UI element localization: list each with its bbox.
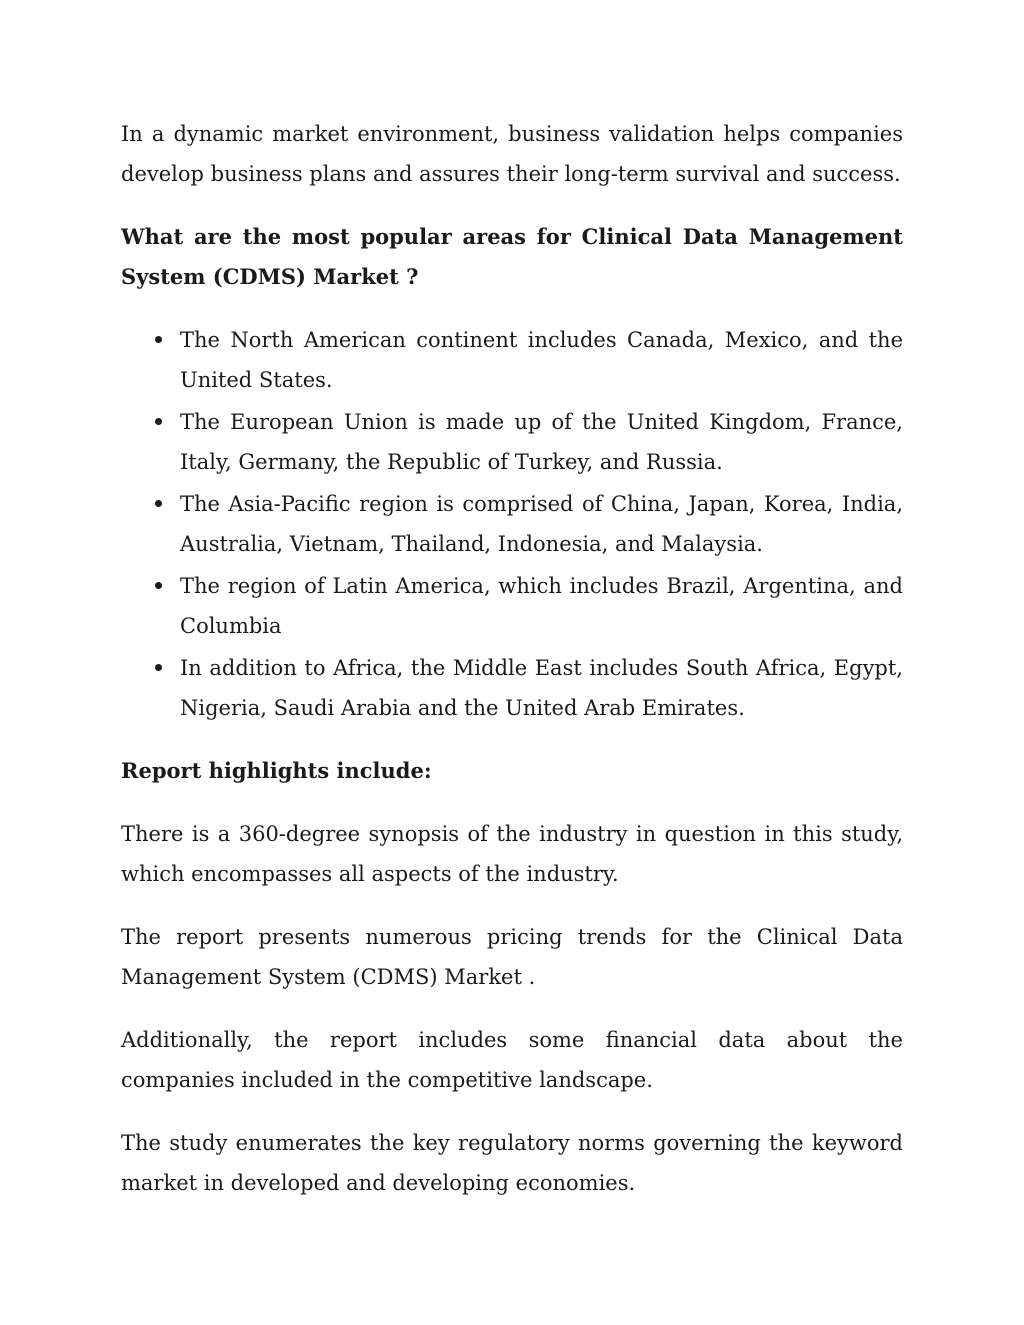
document-page (121, 114, 903, 1226)
highlight-paragraph: There is a 360-degree synopsis of the industry in question in this study, which encompasses all aspects of the industry. (121, 822, 903, 886)
highlights-heading: Report highlights include: (121, 758, 432, 783)
intro-paragraph: In a dynamic market environment, business validation helps companies develop business plans and assures their long-term survival and success. (121, 122, 903, 186)
highlight-paragraph: The study enumerates the key regulatory norms governing the keyword market in developed and developing economies. (121, 1131, 903, 1195)
regions-heading: What are the most popular areas for Clinical Data Management System (CDMS) Market ? (121, 224, 903, 289)
highlight-paragraph: The report presents numerous pricing trends for the Clinical Data Management System (CDMS) Market . (121, 925, 903, 989)
list-item: The North American continent includes Canada, Mexico, and the United States. (180, 320, 903, 400)
list-item: The region of Latin America, which includes Brazil, Argentina, and Columbia (180, 566, 903, 646)
regions-list (121, 320, 903, 728)
list-item: The European Union is made up of the United Kingdom, France, Italy, Germany, the Republic of Turkey, and Russia. (180, 402, 903, 482)
list-item: The Asia-Pacific region is comprised of China, Japan, Korea, India, Australia, Vietnam, Thailand, Indonesia, and Malaysia. (180, 484, 903, 564)
list-item: In addition to Africa, the Middle East includes South Africa, Egypt, Nigeria, Saudi Arabia and the United Arab Emirates. (180, 648, 903, 728)
highlight-paragraph: Additionally, the report includes some financial data about the companies included in the competitive landscape. (121, 1028, 903, 1092)
